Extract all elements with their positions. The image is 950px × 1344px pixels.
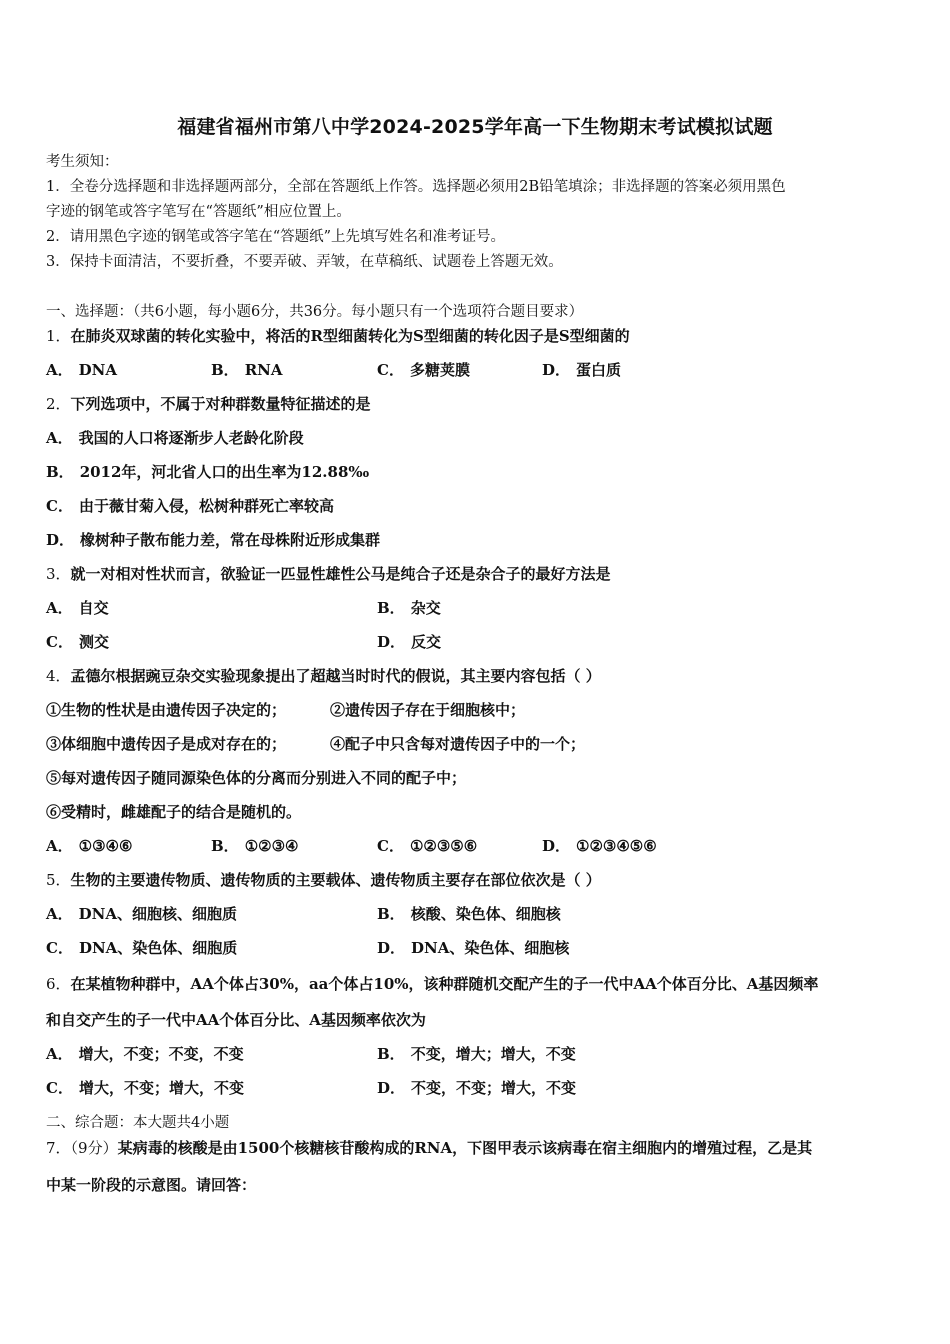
question-number: 7． xyxy=(46,1139,71,1157)
q2-option-a[interactable]: A． 我国的人口将逐渐步人老龄化阶段 xyxy=(46,429,304,447)
question-6 xyxy=(46,974,818,994)
q4-statement-5: ⑤每对遗传因子随同源染色体的分离而分别进入不同的配子中； xyxy=(46,769,467,787)
question-2 xyxy=(46,394,371,414)
notice-item-3: 3．保持卡面清洁，不要折叠，不要弄破、弄皱，在草稿纸、试题卷上答题无效。 xyxy=(46,254,563,270)
question-5 xyxy=(46,870,601,890)
question-number: 5． xyxy=(46,871,71,889)
q4-option-c[interactable]: C． ①②③⑤⑥ xyxy=(377,837,478,855)
q4-statement-1: ①生物的性状是由遗传因子决定的； xyxy=(46,701,287,719)
notice-item-1-line-1: 1．全卷分选择题和非选择题两部分，全部在答题纸上作答。选择题必须用2B铅笔填涂；非选择题的答案必须用黑色 xyxy=(46,179,786,195)
q6-option-d[interactable]: D． 不变，不变；增大，不变 xyxy=(377,1079,577,1097)
question-text: 在肺炎双球菌的转化实验中，将活的R型细菌转化为S型细菌的转化因子是S型细菌的 xyxy=(70,327,630,345)
q1-option-a[interactable]: A． DNA xyxy=(46,361,117,379)
question-number: 6． xyxy=(46,975,71,993)
q2-option-b[interactable]: B． 2012年，河北省人口的出生率为12.88‰ xyxy=(46,463,370,481)
question-score: （9分） xyxy=(70,1139,118,1157)
question-text: 就一对相对性状而言，欲验证一匹显性雄性公马是纯合子还是杂合子的最好方法是 xyxy=(70,565,611,583)
question-text-line-1: 某病毒的核酸是由1500个核糖核苷酸构成的RNA，下图甲表示该病毒在宿主细胞内的增殖过程，乙是其 xyxy=(117,1139,813,1157)
q1-option-c[interactable]: C． 多糖荚膜 xyxy=(377,361,470,379)
q1-option-d[interactable]: D． 蛋白质 xyxy=(542,361,622,379)
q3-option-c[interactable]: C． 测交 xyxy=(46,633,109,651)
q4-option-b[interactable]: B． ①②③④ xyxy=(211,837,299,855)
question-text-line-1: 在某植物种群中，AA个体占30%，aa个体占10%，该种群随机交配产生的子一代中AA个体百分比、A基因频率 xyxy=(70,975,819,993)
q4-statement-3: ③体细胞中遗传因子是成对存在的； xyxy=(46,735,287,753)
section-2-heading: 二、综合题：本大题共4小题 xyxy=(46,1115,230,1131)
q2-option-c[interactable]: C． 由于薇甘菊入侵，松树种群死亡率较高 xyxy=(46,497,334,515)
question-1 xyxy=(46,326,630,346)
question-number: 1． xyxy=(46,327,71,345)
q6-option-c[interactable]: C． 增大，不变；增大，不变 xyxy=(46,1079,244,1097)
q5-option-c[interactable]: C． DNA、染色体、细胞质 xyxy=(46,939,238,957)
notice-item-2: 2．请用黑色字迹的钢笔或答字笔在“答题纸”上先填写姓名和准考证号。 xyxy=(46,229,506,245)
question-number: 2． xyxy=(46,395,71,413)
q4-statement-4: ④配子中只含每对遗传因子中的一个； xyxy=(330,735,586,753)
notice-heading: 考生须知： xyxy=(46,154,119,170)
section-1-heading: 一、选择题：（共6小题，每小题6分，共36分。每小题只有一个选项符合题目要求） xyxy=(46,304,584,320)
q4-statement-2: ②遗传因子存在于细胞核中； xyxy=(330,701,526,719)
q4-statement-6: ⑥受精时，雌雄配子的结合是随机的。 xyxy=(46,803,302,821)
q4-option-a[interactable]: A． ①③④⑥ xyxy=(46,837,133,855)
question-3 xyxy=(46,564,611,584)
notice-item-1-line-2: 字迹的钢笔或答字笔写在“答题纸”相应位置上。 xyxy=(46,204,351,220)
q3-option-a[interactable]: A． 自交 xyxy=(46,599,109,617)
question-7 xyxy=(46,1138,812,1158)
q2-option-d[interactable]: D． 橡树种子散布能力差，常在母株附近形成集群 xyxy=(46,531,381,549)
question-number: 3． xyxy=(46,565,71,583)
q1-option-b[interactable]: B． RNA xyxy=(211,361,283,379)
q5-option-a[interactable]: A． DNA、细胞核、细胞质 xyxy=(46,905,237,923)
question-4 xyxy=(46,666,601,686)
question-number: 4． xyxy=(46,667,71,685)
q4-option-d[interactable]: D． ①②③④⑤⑥ xyxy=(542,837,657,855)
question-6-text-line-2: 和自交产生的子一代中AA个体百分比、A基因频率依次为 xyxy=(46,1011,426,1029)
question-text: 下列选项中，不属于对种群数量特征描述的是 xyxy=(70,395,371,413)
q6-option-b[interactable]: B． 不变，增大；增大，不变 xyxy=(377,1045,576,1063)
q3-option-d[interactable]: D． 反交 xyxy=(377,633,442,651)
page-title: 福建省福州市第八中学2024-2025学年高一下生物期末考试模拟试题 xyxy=(177,116,773,138)
q5-option-d[interactable]: D． DNA、染色体、细胞核 xyxy=(377,939,570,957)
question-7-text-line-2: 中某一阶段的示意图。请回答： xyxy=(46,1176,257,1194)
question-text: 生物的主要遗传物质、遗传物质的主要载体、遗传物质主要存在部位依次是（ ） xyxy=(70,871,601,889)
q3-option-b[interactable]: B． 杂交 xyxy=(377,599,441,617)
q5-option-b[interactable]: B． 核酸、染色体、细胞核 xyxy=(377,905,561,923)
q6-option-a[interactable]: A． 增大，不变；不变，不变 xyxy=(46,1045,244,1063)
question-text: 孟德尔根据豌豆杂交实验现象提出了超越当时时代的假说，其主要内容包括（ ） xyxy=(70,667,601,685)
